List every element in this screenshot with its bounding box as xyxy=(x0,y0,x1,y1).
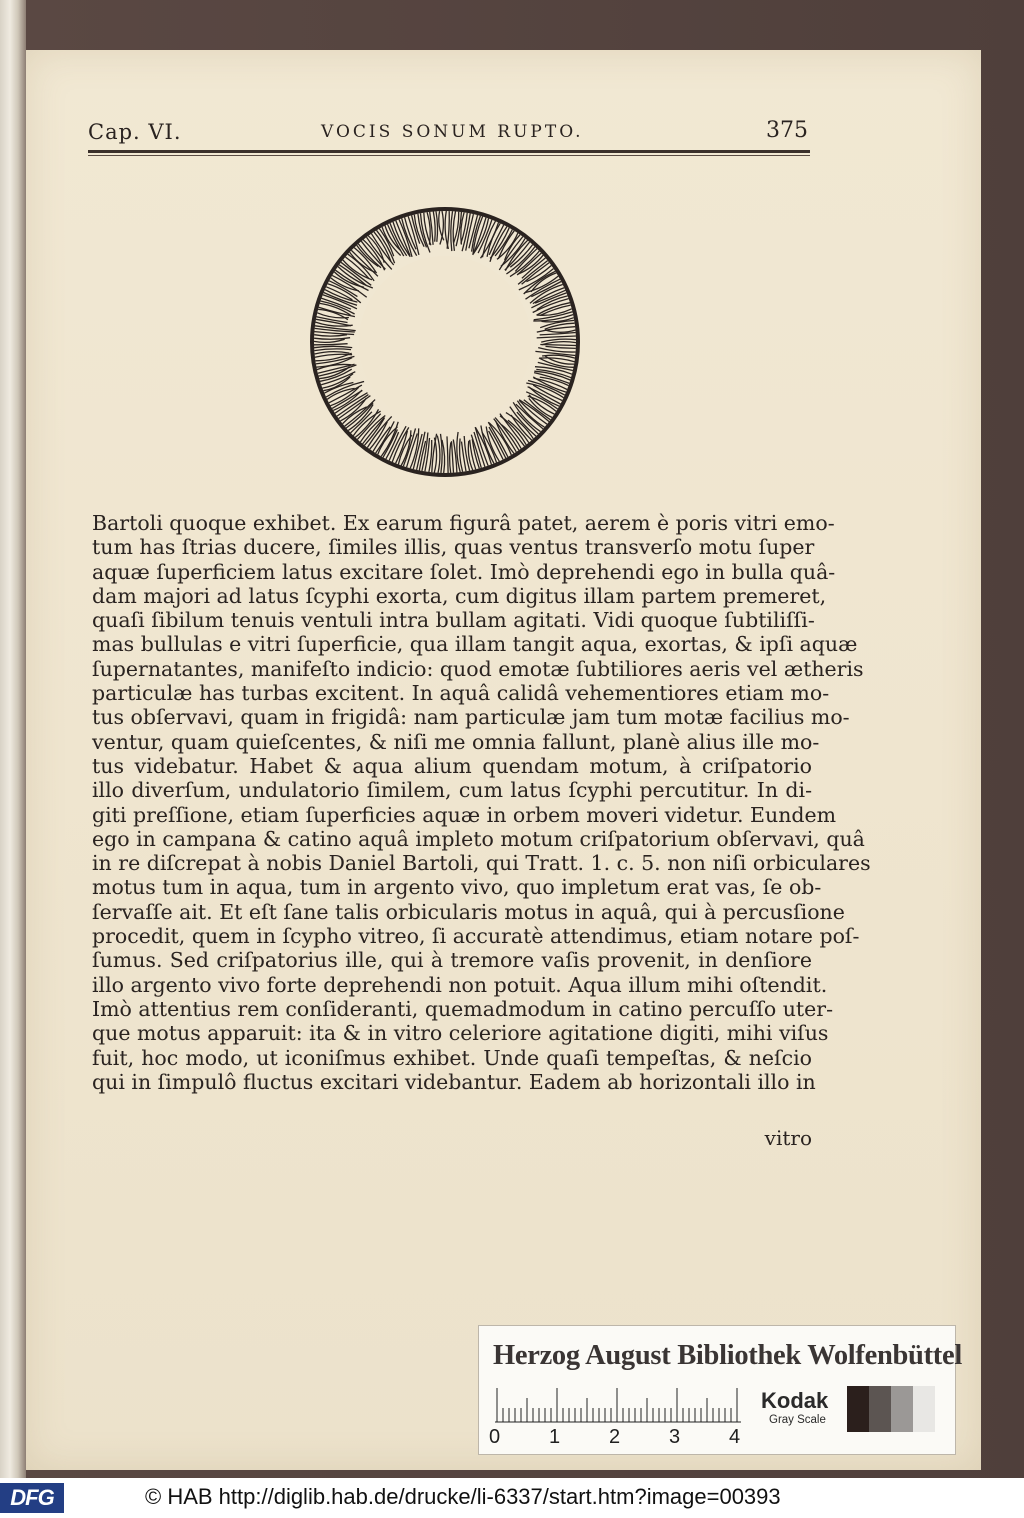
text-line: ventur, quam quieſcentes, & niſi me omnia fallunt, planè alius ille mo- xyxy=(92,729,820,754)
text-line: dam majori ad latus ſcyphi exorta, cum digitus illam partem premeret, xyxy=(92,583,827,608)
text-line: tus videbatur. Habet & aqua alium quendam motum, à criſpatorio xyxy=(92,753,812,778)
ruler-number: 3 xyxy=(669,1426,681,1448)
gray-patch xyxy=(869,1386,891,1432)
text-line: in re diſcrepat à nobis Daniel Bartoli, qui Tratt. 1. c. 5. non niſi orbiculares xyxy=(92,851,871,876)
text-line: ſumus. Sed criſpatorius ille, qui à tremore vaſis provenit, in denſiore xyxy=(92,948,812,973)
text-line: mas bullulas e vitri ſuperficie, qua illam tangit aqua, exortas, & ipſi aquæ xyxy=(92,632,858,657)
gray-patch xyxy=(847,1386,869,1432)
text-line: Bartoli quoque exhibet. Ex earum figurâ patet, aerem è poris vitri emo- xyxy=(92,511,835,535)
header-rule-thin xyxy=(88,155,810,156)
text-line: quaſi ſibilum tenuis ventuli intra bullam agitati. Vidi quoque ſubtiliſſi- xyxy=(92,608,815,633)
ring-center xyxy=(359,256,531,428)
text-line: procedit, quem in ſcypho vitreo, ſi accuratè attendimus, etiam notare poſ- xyxy=(92,924,860,949)
text-line: ego in campana & catino aquâ impleto motum criſpatorium obſervavi, quâ xyxy=(92,826,865,851)
ruler-number: 1 xyxy=(549,1426,561,1448)
kodak-brand: Kodak xyxy=(761,1388,829,1413)
measurement-ruler xyxy=(493,1386,743,1424)
catchword: vitro xyxy=(764,1126,812,1150)
gray-patch xyxy=(891,1386,913,1432)
ruler-number: 0 xyxy=(489,1426,501,1448)
viewer-footer xyxy=(0,1478,1024,1518)
text-line: Imò attentius rem conſideranti, quemadmodum in catino percuſſo uter- xyxy=(92,996,834,1021)
dfg-logo: DFG xyxy=(0,1483,64,1513)
ruler-number: 2 xyxy=(609,1426,621,1448)
text-line: illo diverſum, undulatorio ſimilem, cum latus ſcyphi percutitur. In di- xyxy=(92,778,812,803)
copyright-link[interactable]: © HAB http://diglib.hab.de/drucke/li-6337/start.htm?image=00393 xyxy=(145,1484,781,1509)
ruler-number: 4 xyxy=(729,1426,741,1448)
text-line: particulæ has turbas excitent. In aquâ calidâ vehementiores etiam mo- xyxy=(92,681,830,706)
text-line: tus obſervavi, quam in frigidâ: nam particulæ jam tum motæ facilius mo- xyxy=(92,705,850,730)
text-line: ſupernatantes, manifeſto indicio: quod emotæ ſubtiliores aeris vel ætheris xyxy=(92,656,864,681)
text-line: que motus apparuit: ita & in vitro celeriore agitatione digiti, mihi viſus xyxy=(92,1021,829,1046)
page-number: 375 xyxy=(766,118,808,143)
header-rule xyxy=(88,150,810,153)
text-line: aquæ ſuperficiem latus excitare ſolet. Imò deprehendi ego in bulla quâ- xyxy=(92,559,836,584)
text-line: illo argento vivo forte deprehendi non potuit. Aqua illum mihi oſtendit. xyxy=(92,972,828,997)
text-line: giti preſſione, etiam ſuperficies aquæ in orbem moveri videtur. Eundem xyxy=(92,802,837,827)
library-name: Herzog August Bibliothek Wolfenbüttel xyxy=(493,1340,962,1371)
gray-scale-label: Gray Scale xyxy=(769,1414,826,1426)
text-line: qui in ſimpulô fluctus excitari videbantur. Eadem ab horizontali illo in xyxy=(92,1069,816,1094)
gray-patch xyxy=(913,1386,935,1432)
gray-scale-patches xyxy=(847,1386,939,1432)
text-line: ſervaſſe ait. Et eſt ſane talis orbicularis motus in aquâ, qui à percusſione xyxy=(92,899,845,924)
body-text xyxy=(92,511,871,1094)
ruler-numbers xyxy=(489,1426,749,1450)
library-color-card xyxy=(478,1325,962,1455)
running-title: VOCIS SONUM RUPTO. xyxy=(321,122,584,142)
text-line: tum has ſtrias ducere, ſimiles illis, quas ventus transverſo motu ſuper xyxy=(92,535,815,560)
book-spine-edge xyxy=(0,0,26,1478)
woodcut-figure-striated-ring xyxy=(300,205,590,480)
text-line: fuit, hoc modo, ut iconiſmus exhibet. Unde quaſi tempeſtas, & neſcio xyxy=(92,1045,812,1070)
chapter-label: Cap. VI. xyxy=(88,120,182,144)
text-line: motus tum in aqua, tum in argento vivo, quo impletum erat vas, ſe ob- xyxy=(92,875,822,900)
